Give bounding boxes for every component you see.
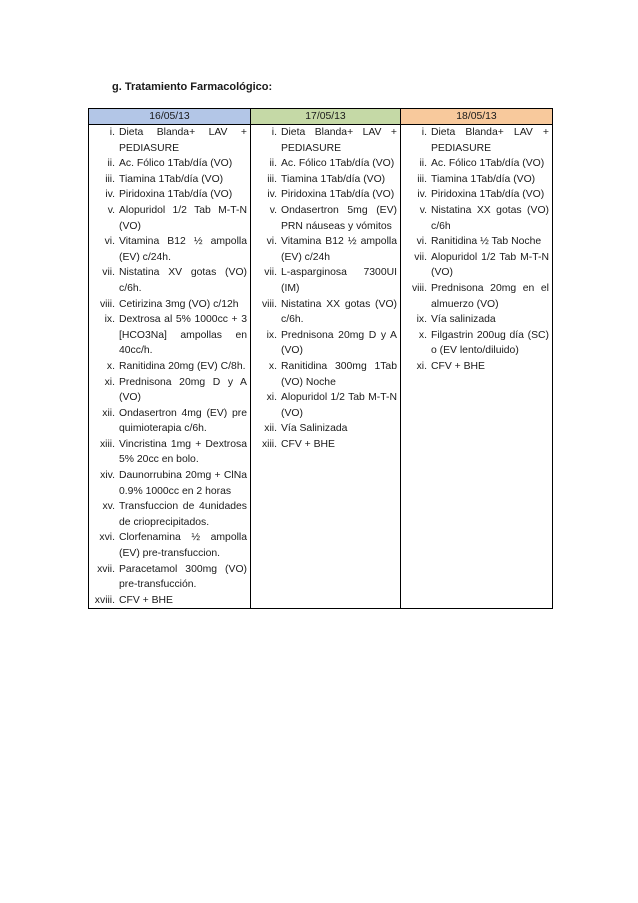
item-text: Tiamina 1Tab/día (VO) xyxy=(281,173,386,185)
item-number: ix. xyxy=(104,314,115,326)
section-title: g. Tratamiento Farmacológico: xyxy=(112,81,273,93)
medication-item xyxy=(401,281,549,312)
item-text: Prednisona 20mg D y A (VO) xyxy=(119,376,247,404)
medication-item xyxy=(89,187,247,203)
item-number: xi. xyxy=(266,392,277,404)
item-text: Nistatina XV gotas (VO) c/6h. xyxy=(119,267,247,294)
item-text: Prednisona 20mg en el almuerzo (VO) xyxy=(431,282,549,310)
medication-item xyxy=(89,375,247,406)
item-text: Piridoxina 1Tab/día (VO) xyxy=(431,189,545,201)
item-number: iv. xyxy=(417,189,427,201)
day-2-cell xyxy=(251,125,401,609)
item-number: ix. xyxy=(266,329,277,341)
day-3-list xyxy=(401,125,552,375)
item-number: xi. xyxy=(416,360,427,372)
item-number: xv. xyxy=(102,501,115,513)
medication-item xyxy=(251,437,397,453)
medication-item xyxy=(401,125,549,156)
medication-item xyxy=(251,187,397,203)
item-number: ix. xyxy=(416,314,427,326)
item-number: iii. xyxy=(105,173,115,185)
day-3-cell xyxy=(401,125,553,609)
item-text: Cetirizina 3mg (VO) c/12h xyxy=(119,298,239,310)
item-number: vi. xyxy=(266,236,277,248)
item-text: Transfuccion de 4unidades de crioprecipitados. xyxy=(119,501,247,528)
medication-item xyxy=(89,156,247,172)
item-text: Vía Salinizada xyxy=(281,423,348,435)
medication-item xyxy=(89,265,247,296)
table-body-row xyxy=(89,125,553,609)
item-number: xiii. xyxy=(261,438,277,450)
medication-item xyxy=(89,593,247,609)
item-number: i. xyxy=(421,127,427,138)
item-number: iii. xyxy=(417,173,427,185)
medication-item xyxy=(251,328,397,359)
item-text: Ranitidina 300mg 1Tab (VO) Noche xyxy=(281,360,397,388)
item-text: Ranitidina 20mg (EV) C/8h. xyxy=(119,360,246,372)
item-number: v. xyxy=(419,204,427,216)
header-date-1: 16/05/13 xyxy=(89,109,251,125)
day-1-cell xyxy=(89,125,251,609)
medication-item xyxy=(89,125,247,156)
medication-item xyxy=(89,297,247,313)
medication-item xyxy=(251,234,397,265)
item-text: Ac. Fólico 1Tab/día (VO) xyxy=(281,158,395,170)
item-number: iv. xyxy=(105,189,115,201)
medication-item xyxy=(89,203,247,234)
item-text: Vincristina 1mg + Dextrosa 5% 20cc en bolo. xyxy=(119,438,247,466)
day-1-list xyxy=(89,125,250,608)
item-text: Filgastrin 200ug día (SC) o (EV lento/diluido) xyxy=(431,329,549,357)
item-number: xvii. xyxy=(97,563,115,575)
medication-item xyxy=(89,468,247,499)
item-number: xii. xyxy=(102,407,115,419)
medication-item xyxy=(401,187,549,203)
medication-item xyxy=(251,172,397,188)
item-number: iii. xyxy=(267,173,277,185)
medication-item xyxy=(89,530,247,561)
item-number: viii. xyxy=(261,298,277,310)
medication-item xyxy=(401,359,549,375)
medication-item xyxy=(89,359,247,375)
item-number: xvi. xyxy=(99,532,115,544)
item-number: vii. xyxy=(264,267,277,279)
item-number: vi. xyxy=(104,236,115,248)
item-text: Vitamina B12 ½ ampolla (EV) c/24h xyxy=(281,236,397,263)
medication-item xyxy=(89,499,247,530)
header-date-2: 17/05/13 xyxy=(251,109,401,125)
medication-item xyxy=(89,172,247,188)
item-text: Dieta Blanda+ LAV + PEDIASURE xyxy=(119,127,247,154)
item-text: Alopuridol 1/2 Tab M-T-N (VO) xyxy=(431,251,549,279)
medication-item xyxy=(89,234,247,265)
medication-item xyxy=(251,125,397,156)
medication-item xyxy=(251,265,397,296)
item-number: vi. xyxy=(416,236,427,248)
item-text: Ondasertron 5mg (EV) PRN náuseas y vómitos xyxy=(281,204,397,232)
item-number: v. xyxy=(269,204,277,216)
item-number: ii. xyxy=(107,158,115,170)
medication-item xyxy=(89,406,247,437)
item-number: x. xyxy=(268,360,277,372)
item-number: viii. xyxy=(411,282,427,294)
item-text: Tiamina 1Tab/día (VO) xyxy=(431,173,536,185)
item-number: xi. xyxy=(104,376,115,388)
item-text: Dieta Blanda+ LAV + PEDIASURE xyxy=(281,127,397,154)
item-text: L-asparginosa 7300UI (IM) xyxy=(281,267,397,294)
item-number: i. xyxy=(109,127,115,138)
medication-item xyxy=(401,203,549,234)
item-text: CFV + BHE xyxy=(119,594,173,606)
item-text: Paracetamol 300mg (VO) pre-transfucción. xyxy=(119,563,247,591)
medication-item xyxy=(251,203,397,234)
item-text: CFV + BHE xyxy=(281,438,335,450)
item-number: xiii. xyxy=(99,438,115,450)
item-number: xii. xyxy=(264,423,277,435)
item-text: Alopuridol 1/2 Tab M-T-N (VO) xyxy=(281,392,397,419)
medication-item xyxy=(251,156,397,172)
medication-item xyxy=(401,172,549,188)
table-header-row xyxy=(89,109,553,125)
medication-item xyxy=(401,234,549,250)
medication-item xyxy=(251,421,397,437)
item-number: vii. xyxy=(102,267,115,279)
medication-item xyxy=(251,390,397,421)
item-number: xiv. xyxy=(100,470,115,482)
medication-item xyxy=(401,328,549,359)
item-text: Piridoxina 1Tab/día (VO) xyxy=(281,189,395,201)
item-text: Prednisona 20mg D y A (VO) xyxy=(281,329,397,357)
item-number: x. xyxy=(106,360,115,372)
item-number: ii. xyxy=(269,158,277,170)
item-text: Nistatina XX gotas (VO) c/6h xyxy=(431,204,549,232)
item-number: x. xyxy=(418,329,427,341)
item-number: vii. xyxy=(414,251,427,263)
item-text: Nistatina XX gotas (VO) c/6h. xyxy=(281,298,397,326)
item-text: Ac. Fólico 1Tab/día (VO) xyxy=(119,158,233,170)
item-text: Piridoxina 1Tab/día (VO) xyxy=(119,189,233,201)
item-text: Alopuridol 1/2 Tab M-T-N (VO) xyxy=(119,204,247,232)
medication-item xyxy=(401,250,549,281)
item-text: Daunorrubina 20mg + ClNa 0.9% 1000cc en 2 horas xyxy=(119,470,247,497)
item-number: v. xyxy=(107,204,115,216)
item-text: Clorfenamina ½ ampolla (EV) pre-transfuccion. xyxy=(119,532,247,560)
item-text: Ac. Fólico 1Tab/día (VO) xyxy=(431,158,545,170)
medication-item xyxy=(251,297,397,328)
item-text: CFV + BHE xyxy=(431,360,485,372)
medication-item xyxy=(251,359,397,390)
medication-item xyxy=(401,312,549,328)
item-text: Tiamina 1Tab/día (VO) xyxy=(119,173,224,185)
item-number: ii. xyxy=(419,158,427,170)
item-number: iv. xyxy=(267,189,277,201)
item-text: Vitamina B12 ½ ampolla (EV) c/24h. xyxy=(119,236,247,263)
medication-item xyxy=(401,156,549,172)
item-number: viii. xyxy=(99,298,115,310)
medication-table xyxy=(88,108,553,609)
item-text: Dieta Blanda+ LAV + PEDIASURE xyxy=(431,127,549,154)
header-date-3: 18/05/13 xyxy=(401,109,553,125)
item-text: Vía salinizada xyxy=(431,314,496,326)
medication-item xyxy=(89,312,247,359)
item-text: Ranitidina ½ Tab Noche xyxy=(431,236,542,248)
item-number: xviii. xyxy=(94,594,115,606)
medication-item xyxy=(89,562,247,593)
day-2-list xyxy=(251,125,400,452)
medication-item xyxy=(89,437,247,468)
item-text: Dextrosa al 5% 1000cc + 3 [HCO3Na] ampollas en 40cc/h. xyxy=(119,314,247,357)
item-number: i. xyxy=(271,127,277,138)
item-text: Ondasertron 4mg (EV) pre quimioterapia c/6h. xyxy=(119,407,247,435)
